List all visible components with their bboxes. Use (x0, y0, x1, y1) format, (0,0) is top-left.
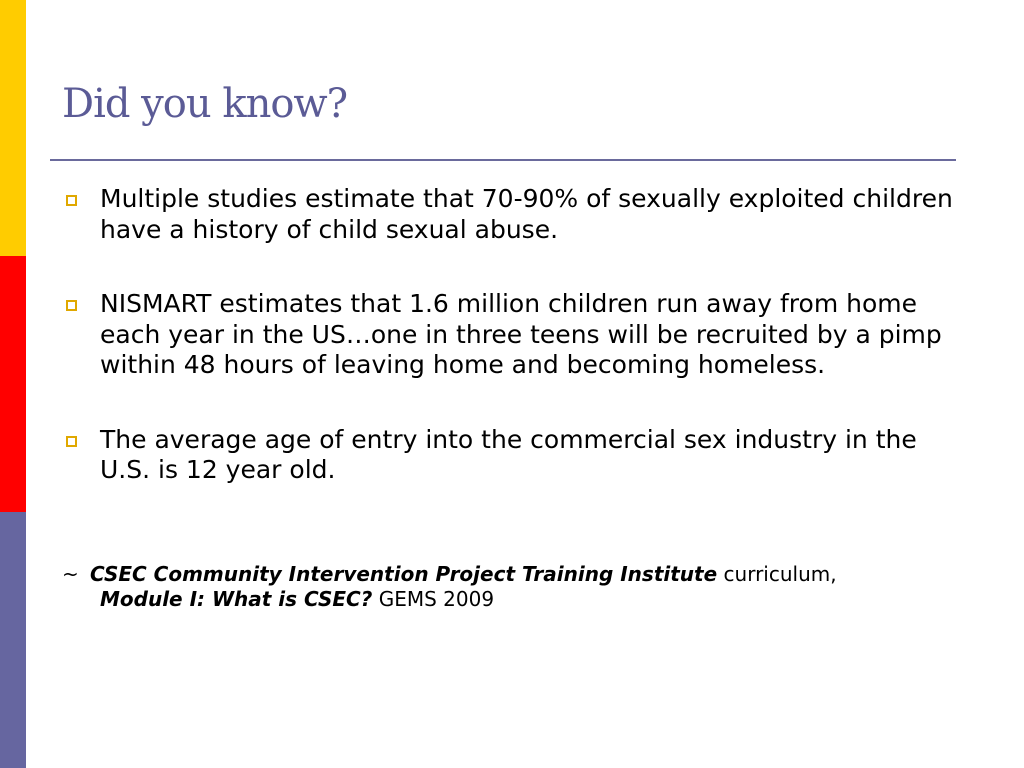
citation-after-title: curriculum, (717, 562, 837, 586)
citation-tilde: ~ (62, 562, 79, 586)
citation-title: CSEC Community Intervention Project Training Institute (90, 562, 718, 586)
citation-module: Module I: What is CSEC? (100, 587, 373, 611)
bullet-text: Multiple studies estimate that 70-90% of sexually exploited children have a history of child sexual abuse. (100, 184, 953, 244)
bullet-text: The average age of entry into the commercial sex industry in the U.S. is 12 year old. (100, 424, 917, 484)
bullet-item (62, 425, 962, 486)
slide-title: Did you know? (62, 81, 348, 127)
square-bullet-icon (66, 195, 77, 206)
bullet-item (62, 289, 962, 381)
square-bullet-icon (66, 300, 77, 311)
side-bar-purple (0, 512, 26, 768)
bullet-list (62, 184, 962, 530)
citation-source: GEMS 2009 (372, 587, 495, 611)
bullet-text: NISMART estimates that 1.6 million children run away from home each year in the US…one in three teens will be recruited by a pimp within 48 hours of leaving home and becoming homeless. (100, 289, 942, 379)
citation-line-2 (62, 587, 962, 612)
side-bar-yellow (0, 0, 26, 256)
citation (62, 562, 962, 612)
side-bar-red (0, 256, 26, 512)
square-bullet-icon (66, 436, 77, 447)
bullet-item (62, 184, 962, 245)
title-divider (50, 159, 956, 161)
citation-line-1 (62, 562, 962, 587)
